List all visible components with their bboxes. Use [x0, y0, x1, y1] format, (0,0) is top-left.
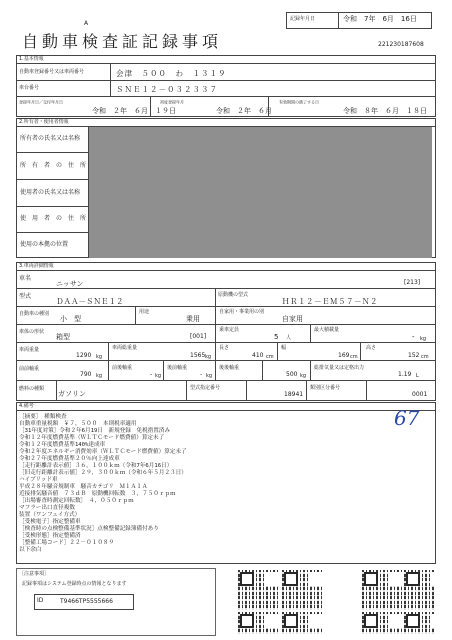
remarks-line: ［31年度対策］令和２年6月19日 新規登録 免税措置済み [19, 428, 171, 434]
remarks-line: 近接排気騒音値 ７３ｄＢ 原動機回転数 ３，７５０ｒｐｍ [19, 491, 176, 497]
qr-code-6 [282, 612, 322, 634]
vehicle-name-value: ニッサン [56, 280, 84, 288]
id-label: ID [37, 597, 44, 604]
fuel-type-value: ガソリン [58, 390, 86, 398]
fuel-type-label: 燃料の種類 [19, 386, 45, 392]
chassis-number-label: 車台番号 [19, 85, 40, 91]
engine-model-value: ＨＲ１２－ＥＭ５７－Ｎ２ [282, 297, 378, 306]
notice-title: ［注意事項］ [19, 571, 50, 577]
model-value: ＤＡＡ－ＳＮＥ１２ [56, 297, 124, 306]
qr-code-7 [362, 612, 402, 634]
notice-text: 記録事項はシステム登録時点の情報となります [22, 581, 127, 587]
length-unit: cm [266, 354, 274, 360]
qr-code-5 [238, 612, 278, 634]
capacity-unit: 人 [286, 335, 292, 341]
registration-number-label: 自動車登録番号又は車両番号 [19, 69, 85, 75]
front-front-axle-label: 前前軸重 [19, 366, 40, 372]
front-rear-axle-label: 前後軸重 [112, 365, 133, 371]
record-date-label: 記録年月日 [290, 16, 316, 22]
remarks-line: ［整備工場コード］２２－０１０８９ [19, 540, 115, 546]
remarks-line: マフラー出口直径複数 [19, 505, 75, 511]
max-load-unit: kg [420, 336, 427, 342]
length-value: 410 [252, 352, 264, 359]
vehicle-name-label: 車名 [19, 275, 32, 282]
vehicle-kind-value: 小 型 [60, 315, 81, 323]
remarks-line: 自動車重量税額 ￥７，５００ 本則税率適用 [19, 421, 137, 427]
qr-code-4 [404, 570, 434, 610]
first-registration-label: 初度登録年月 [160, 100, 185, 105]
registration-date-value: 令和 ２年 ６月 １９日 [92, 107, 176, 115]
owner-name-label: 所有者の氏名又は名称 [20, 135, 81, 142]
displacement-label: 総排気量又は定格出力 [314, 365, 365, 371]
registration-number-value: 会津 ５００ わ １３１９ [116, 69, 227, 78]
page-title: 自動車検査証記録事項 [22, 32, 223, 51]
remarks-line: 令和１２年度燃費基準（ＷＬＴＣモード燃費値）算定未了 [19, 435, 165, 441]
width-unit: cm [350, 354, 358, 360]
record-date-value: 令和 7年 6月 16日 [343, 15, 417, 23]
gross-weight-label: 車両総重量 [112, 345, 138, 351]
expiry-date-value: 令和 ８年 ６月 １８日 [343, 107, 427, 115]
owner-section-label: 2.所有者・使用者情報 [19, 119, 69, 125]
gross-weight-value: 1565 [190, 352, 206, 359]
rear-rear-axle-value: 500 [286, 371, 298, 378]
body-shape-label: 車体の形状 [19, 329, 45, 335]
rear-front-axle-label: 後前軸重 [167, 365, 188, 371]
qr-code-1 [238, 570, 278, 610]
first-registration-value: 令和 ２年 ６月 [216, 107, 272, 115]
front-rear-axle-unit: kg [155, 373, 162, 379]
gross-weight-unit: kg [205, 354, 212, 360]
use-label: 用途 [139, 309, 150, 315]
vehicle-kind-label: 自動車の種別 [19, 311, 50, 317]
width-label: 幅 [281, 345, 287, 351]
remarks-line: 令和２年度エネルギー消費効率（ＷＬＴＣモード燃費値）算定未了 [19, 449, 187, 455]
length-label: 長さ [219, 345, 230, 351]
remarks-line: ［受検電子］指定整備車 [19, 519, 81, 525]
use-value: 乗用 [186, 315, 200, 323]
purpose-label: 自家用・事業用の別 [219, 309, 265, 315]
owner-address-label: 所 有 者 の 住 所 [20, 162, 87, 169]
remarks-section-label: 4.備考 [19, 403, 34, 409]
max-load-value: - [412, 333, 415, 341]
vehicle-section-label: 3.車両詳細情報 [19, 263, 54, 269]
user-address-label: 使 用 者 の 住 所 [20, 215, 87, 222]
model-label: 型式 [19, 293, 32, 300]
max-load-label: 最大積載量 [314, 327, 340, 333]
body-shape-code: [001] [190, 333, 207, 340]
remarks-line: ［摘要］ 種類検査 [19, 414, 67, 420]
remarks-line: ［走行距離計表示値］３６，１００ｋｍ（令和7年6月16日） [19, 463, 173, 469]
rear-front-axle-unit: kg [206, 373, 213, 379]
displacement-value: 1.19 [398, 371, 412, 378]
remarks-line: ［旧走行距離計表示値］２９，３００ｋｍ（令和６年５月２３日） [19, 470, 187, 476]
class-number-label: 類別区分番号 [310, 385, 341, 391]
front-rear-axle-value: - [150, 371, 153, 378]
rear-front-axle-value: - [200, 371, 203, 378]
body-shape-value: 箱型 [56, 333, 70, 341]
vehicle-weight-value: 1290 [76, 352, 92, 359]
qr-code-2 [282, 570, 322, 610]
vehicle-weight-label: 車両重量 [19, 347, 40, 353]
handwritten-number: 67 [394, 406, 420, 430]
remarks-line: 装置（ワンフェイ方式） [19, 512, 81, 518]
purpose-value: 自家用 [282, 315, 303, 323]
remarks-line: 平成２８年騒音規制車 騒音カテゴリ Ｍ１Ａ１Ａ [19, 484, 148, 490]
redacted-owner-info [89, 127, 432, 258]
capacity-value: 5 [274, 333, 279, 341]
class-number-value: 0001 [412, 391, 428, 398]
capacity-label: 乗車定員 [219, 327, 240, 333]
engine-model-label: 原動機の型式 [218, 292, 249, 298]
height-value: 152 [408, 352, 420, 359]
vehicle-weight-unit: kg [96, 354, 103, 360]
front-front-axle-unit: kg [96, 373, 103, 379]
width-value: 169 [338, 352, 350, 359]
remarks-line: ［出場審査時測定回転数］ ４，０５０ｒｐｍ [19, 498, 134, 504]
displacement-unit: L [416, 373, 419, 379]
registration-date-label: 登録年月日／交付年月日 [19, 100, 64, 105]
qr-code-3 [362, 570, 402, 610]
remarks-line: ハイブリッド車 [19, 477, 58, 483]
remarks-line: 令和２７年度燃費基準２０％向上達成車 [19, 456, 120, 462]
chassis-number-value: ＳＮＥ１２－０３２３３７ [116, 85, 218, 94]
height-unit: cm [421, 354, 429, 360]
height-label: 高さ [366, 345, 377, 351]
base-location-label: 使用の本拠の位置 [20, 241, 69, 248]
remarks-line: 以下余白 [19, 547, 42, 553]
rear-rear-axle-unit: kg [300, 373, 307, 379]
user-name-label: 使用者の氏名又は名称 [20, 189, 81, 196]
type-number-value: 18941 [284, 391, 304, 398]
expiry-date-label: 有効期間の満了する日 [279, 100, 320, 105]
id-value: T9466TP5555666 [60, 598, 113, 605]
remarks-line: ［受検形態］指定整備済 [19, 533, 81, 539]
basic-section-label: 1.基本情報 [19, 56, 44, 62]
front-front-axle-value: 790 [80, 371, 92, 378]
qr-code-8 [404, 612, 434, 634]
vehicle-name-code: [213] [404, 279, 421, 286]
remarks-line: ［検査時の点検整備基準状況］点検整備記録簿備付あり [19, 526, 159, 532]
form-mark: A [84, 20, 89, 27]
rear-rear-axle-label: 後後軸重 [219, 365, 240, 371]
document-number: 221230187608 [378, 41, 424, 48]
remarks-line: 令和１２年度燃費基準140%達成車 [19, 442, 106, 448]
type-number-label: 型式指定番号 [190, 385, 221, 391]
